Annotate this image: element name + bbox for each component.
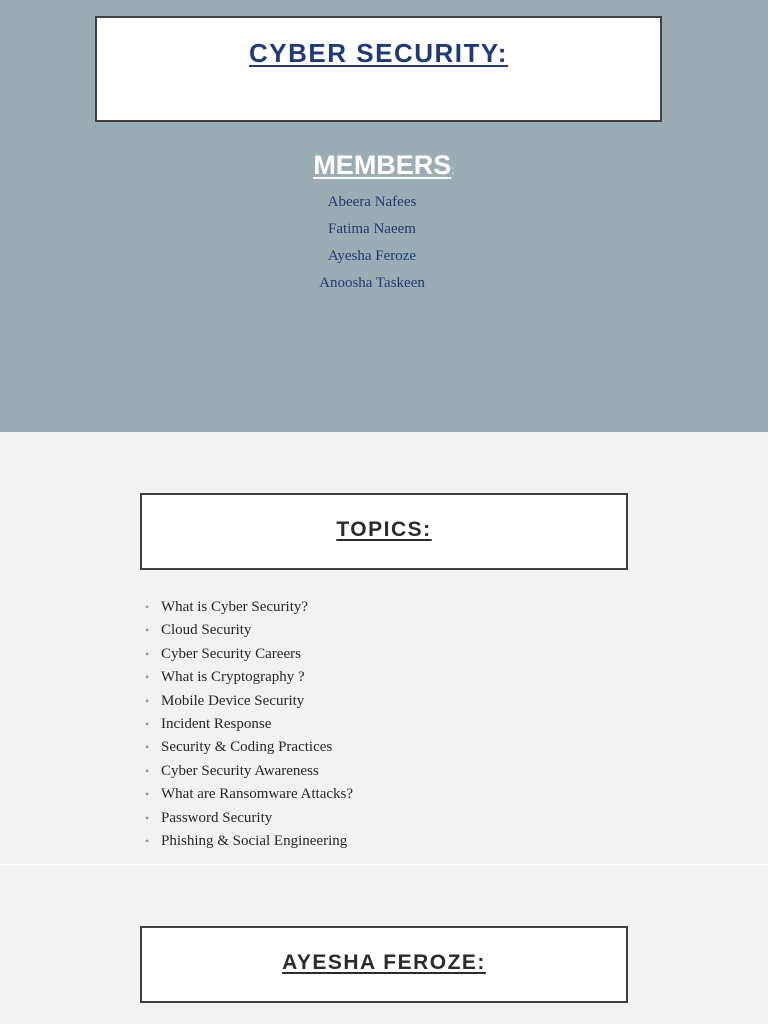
topics-title: TOPICS:	[336, 518, 432, 541]
list-item	[145, 783, 353, 806]
list-item	[145, 666, 353, 689]
list-item	[145, 830, 353, 853]
list-item	[145, 596, 353, 619]
slide-title: CYBER SECURITY:	[249, 38, 508, 68]
topic-text: What are Ransomware Attacks?	[161, 786, 354, 803]
presenter-title-box	[140, 926, 628, 1003]
bullet-icon: •	[145, 763, 150, 778]
topics-title-box	[140, 493, 628, 570]
topic-text: Security & Coding Practices	[161, 739, 333, 756]
slide-3	[0, 865, 768, 1024]
members-label: MEMBERS	[313, 150, 452, 180]
members-heading	[0, 150, 768, 181]
members-colon: :	[451, 163, 455, 177]
bullet-icon: •	[145, 810, 150, 825]
bullet-icon: •	[145, 716, 150, 731]
list-item	[145, 807, 353, 830]
slide-1	[0, 0, 768, 432]
bullet-icon: •	[145, 787, 150, 802]
presenter-title: AYESHA FEROZE:	[282, 951, 486, 974]
bullet-icon: •	[145, 623, 150, 638]
list-item	[145, 643, 353, 666]
topic-text: Incident Response	[161, 715, 272, 732]
topic-text: What is Cyber Security?	[161, 599, 309, 615]
bullet-icon: •	[145, 670, 150, 685]
list-item	[145, 713, 353, 736]
topic-list	[145, 596, 353, 853]
slide-2	[0, 432, 768, 865]
member-name: Abeera Nafees	[327, 194, 417, 210]
bullet-icon: •	[145, 833, 150, 848]
topic-text: Cyber Security Awareness	[161, 762, 319, 779]
member-name: Fatima Naeem	[328, 221, 416, 237]
list-item	[145, 736, 353, 759]
bullet-icon: •	[145, 693, 150, 708]
list-item	[145, 760, 353, 783]
list-item	[145, 690, 353, 713]
topic-text: Cloud Security	[161, 622, 252, 639]
bullet-icon: •	[145, 600, 150, 614]
topic-text: Phishing & Social Engineering	[161, 832, 348, 849]
list-item	[145, 619, 353, 642]
topic-text: Cyber Security Careers	[161, 645, 301, 662]
bullet-icon: •	[145, 646, 150, 661]
topic-text: Mobile Device Security	[161, 692, 305, 709]
member-name: Anoosha Taskeen	[319, 275, 425, 291]
bullet-icon: •	[145, 740, 150, 755]
member-name: Ayesha Feroze	[327, 248, 417, 264]
topic-text: Password Security	[161, 809, 273, 826]
title-box	[95, 16, 662, 122]
topic-text: What is Cryptography ?	[161, 669, 305, 686]
member-list	[0, 192, 744, 300]
